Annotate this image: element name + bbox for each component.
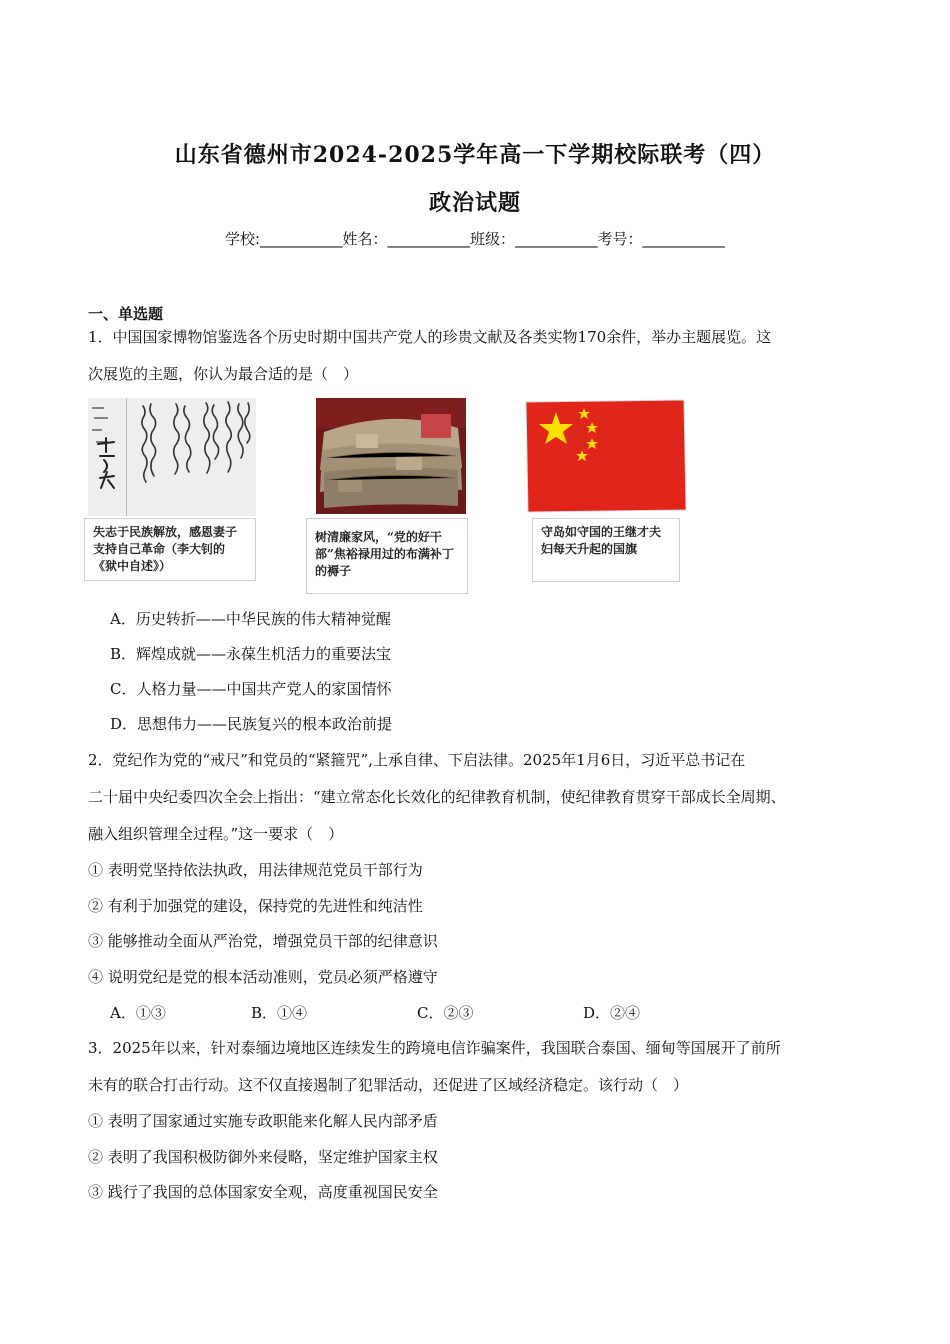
patched-quilt-image <box>316 398 466 514</box>
q2-statement-2: ② 有利于加强党的建设，保持党的先进性和纯洁性 <box>88 897 423 915</box>
q1-option-c[interactable]: C．人格力量——中国共产党人的家国情怀 <box>110 680 392 698</box>
q3-stem-line1: 3．2025年以来，针对泰缅边境地区连续发生的跨境电信诈骗案件，我国联合泰国、缅甸等国展开了前所 <box>88 1039 781 1057</box>
q2-stem-line3: 融入组织管理全过程。”这一要求（ ） <box>88 825 344 843</box>
q3-statement-1: ① 表明了国家通过实施专政职能来化解人民内部矛盾 <box>88 1112 438 1130</box>
chinese-flag-image <box>524 398 688 514</box>
caption-manuscript: 失志于民族解放，感恩妻子支持自己革命（李大钊的《狱中自述》） <box>84 518 256 581</box>
q1-stem-line2: 次展览的主题，你认为最合适的是（ ） <box>88 365 359 383</box>
caption-quilt: 树清廉家风，“党的好干部”焦裕禄用过的布满补丁的褥子 <box>306 518 468 594</box>
q2-choice-b[interactable]: B．①④ <box>251 1004 308 1022</box>
q2-statement-1: ① 表明党坚持依法执政，用法律规范党员干部行为 <box>88 861 423 879</box>
exam-title: 山东省德州市2024-2025学年高一下学期校际联考（四） <box>174 142 776 168</box>
q2-choice-c[interactable]: C．②③ <box>417 1004 474 1022</box>
q1-option-b[interactable]: B．辉煌成就——永葆生机活力的重要法宝 <box>110 645 392 663</box>
q2-statement-4: ④ 说明党纪是党的根本活动准则，党员必须严格遵守 <box>88 968 438 986</box>
section-heading: 一、单选题 <box>88 305 164 323</box>
caption-flag: 守岛如守国的王继才夫妇每天升起的国旗 <box>532 518 680 582</box>
q2-choice-a[interactable]: A．①③ <box>110 1004 166 1022</box>
q3-statement-2: ② 表明了我国积极防御外来侵略，坚定维护国家主权 <box>88 1148 438 1166</box>
q2-stem-line2: 二十届中央纪委四次全会上指出：“建立常态化长效化的纪律教育机制，使纪律教育贯穿干部成长全周期、 <box>88 788 786 806</box>
handwritten-manuscript-image <box>88 398 256 516</box>
student-info-line: 学校:___________姓名：___________班级：___________考号：___________ <box>224 230 726 248</box>
q2-stem-line1: 2．党纪作为党的“戒尺”和党员的“紧箍咒”,上承自律、下启法律。2025年1月6日，习近平总书记在 <box>88 751 746 769</box>
q1-option-d[interactable]: D．思想伟力——民族复兴的根本政治前提 <box>110 715 393 733</box>
q2-statement-3: ③ 能够推动全面从严治党，增强党员干部的纪律意识 <box>88 932 438 950</box>
q3-statement-3: ③ 践行了我国的总体国家安全观，高度重视国民安全 <box>88 1183 438 1201</box>
q1-stem-line1: 1．中国国家博物馆鉴选各个历史时期中国共产党人的珍贵文献及各类实物170余件，举办主题展览。这 <box>88 328 772 346</box>
q3-stem-line2: 未有的联合打击行动。这不仅直接遏制了犯罪活动，还促进了区域经济稳定。该行动（ ） <box>88 1076 689 1094</box>
q1-option-a[interactable]: A．历史转折——中华民族的伟大精神觉醒 <box>110 610 391 628</box>
q2-choice-d[interactable]: D．②④ <box>583 1004 641 1022</box>
exam-subtitle: 政治试题 <box>428 190 521 216</box>
